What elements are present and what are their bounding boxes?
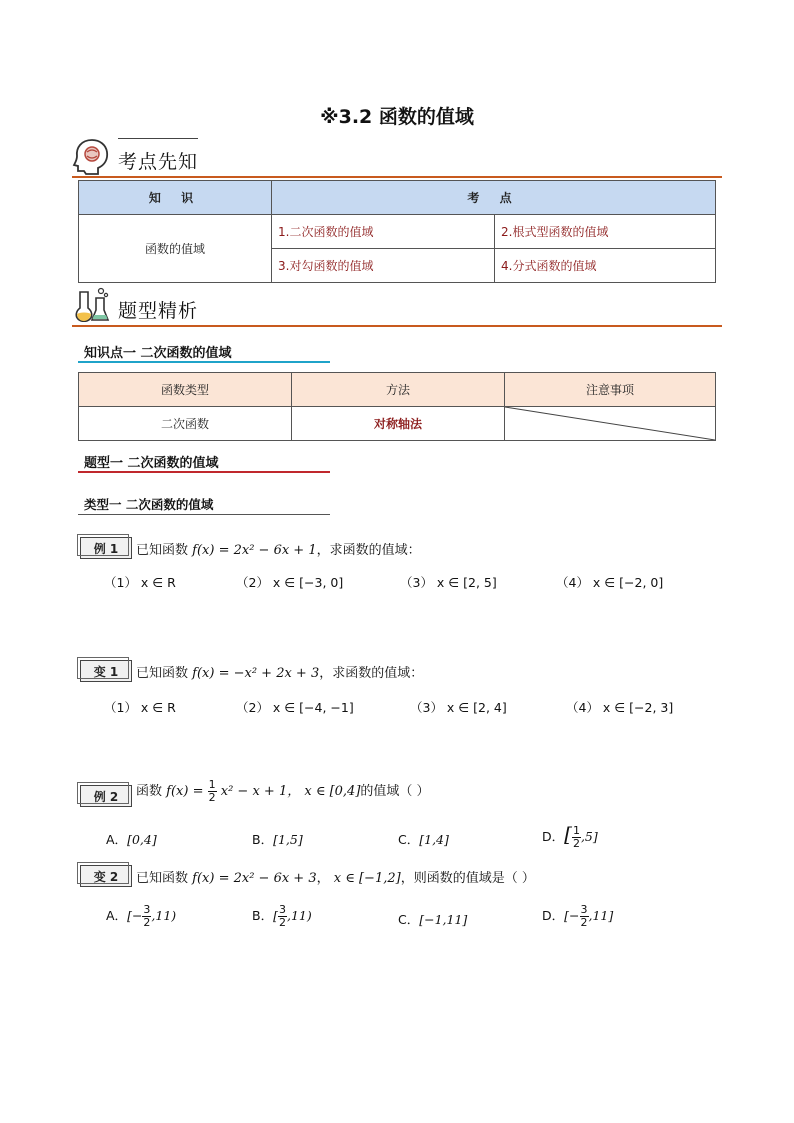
var2-option-a-label: A． [106,908,128,923]
ex1-stem-pre: 已知函数 [136,543,189,558]
kaodian-header-right: 考 点 [272,181,716,215]
var2-option-a-pre: [− [127,908,143,923]
section-tixing-title: 题型精析 [118,300,199,322]
ex2-option-d-lbracket: [ [564,822,572,846]
ex2-option-d-label: D． [542,829,565,844]
ex1-part-2: （2） x ∈ [−3, 0] [236,575,344,590]
ex2-option-a-label: A． [106,832,128,847]
kp-header-notes: 注意事项 [505,373,716,407]
section-rule-thin [118,138,198,139]
var2-option-b[interactable] [252,904,312,929]
kp-cell-method: 对称轴法 [292,407,505,441]
ex2-domain: x ∈ [0,4] [304,784,361,799]
kp-cell-type: 二次函数 [79,407,292,441]
example-2-stem [136,779,430,804]
section-kaodian-title: 考点先知 [118,151,199,173]
var2-option-d-den: 2 [580,916,588,929]
kaodian-point-3: 3.对勾函数的值域 [272,249,495,283]
subtype-heading: 类型一 二次函数的值域 [84,497,214,512]
type-heading-underline [78,471,330,473]
ex1-part-1: （1） x ∈ R [104,575,176,590]
ex2-formula-a: f(x) = [166,784,204,799]
var2-option-c-value: [−1,11] [419,912,468,927]
var1-part-4: （4） x ∈ [−2, 3] [566,700,674,715]
ex2-option-d[interactable] [542,822,598,850]
kaodian-knowledge: 函数的值域 [79,215,272,283]
kaodian-point-1: 1.二次函数的值域 [272,215,495,249]
section-tixing-header [70,287,722,327]
var1-part-2: （2） x ∈ [−4, −1] [236,700,354,715]
kp-cell-notes [505,407,716,441]
var2-option-b-pre: [ [273,908,278,923]
ex2-option-b-value: [1,5] [273,832,303,847]
ex2-formula-b: x² − x + 1， [220,784,301,799]
section-tixing-bar [72,325,722,327]
ex1-stem-post: ，求函数的值域： [316,543,421,558]
variant-2-stem [136,867,535,886]
var2-option-d-pre: [− [564,908,580,923]
ex2-option-d-den: 2 [572,837,580,850]
var2-option-a[interactable] [106,904,176,929]
var2-stem-post: ，则函数的值域是（ ） [400,871,535,886]
var1-part-1: （1） x ∈ R [104,700,176,715]
ex2-option-d-rest: ,5] [580,829,598,844]
var2-option-b-label: B． [252,908,274,923]
var2-option-d-label: D． [542,908,565,923]
page-title: ※3.2 函数的值域 [320,106,474,128]
var2-option-d[interactable] [542,904,613,929]
head-brain-icon [72,137,112,175]
var2-domain: x ∈ [−1,2] [333,871,401,886]
variant-2-tag: 变 2 [80,865,132,887]
var2-stem-pre: 已知函数 [136,871,189,886]
var2-option-b-den: 2 [278,916,286,929]
var2-option-b-post: ,11) [286,908,312,923]
ex1-part-4: （4） x ∈ [−2, 0] [556,575,664,590]
variant-1-stem [136,662,423,681]
kaodian-table [78,180,716,283]
var2-option-b-num: 3 [278,903,286,916]
var2-option-a-num: 3 [143,903,151,916]
ex2-fraction [208,779,217,804]
diagonal-slash [505,407,715,440]
ex1-part-3: （3） x ∈ [2, 5] [400,575,497,590]
subtype-underline [78,514,330,515]
kaodian-point-2: 2.根式型函数的值域 [495,215,716,249]
ex2-option-d-num: 1 [572,824,580,837]
example-2-tag: 例 2 [80,785,132,807]
variant-1-tag: 变 1 [80,660,132,682]
example-1-tag: 例 1 [80,537,132,559]
ex2-stem-pre: 函数 [136,784,163,799]
var1-stem-post: ，求函数的值域： [319,666,424,681]
var2-option-a-den: 2 [143,916,151,929]
knowledge-point-table [78,372,716,441]
ex2-option-c-value: [1,4] [419,832,449,847]
var2-option-c[interactable] [398,910,467,928]
flask-icon [72,286,112,324]
var1-formula: f(x) = −x² + 2x + 3 [192,666,320,681]
kp-header-method: 方法 [292,373,505,407]
var2-option-d-num: 3 [580,903,588,916]
knowledge-point-underline [78,361,330,363]
var2-option-b-fraction [278,904,287,929]
var2-option-d-fraction [580,904,589,929]
var2-formula: f(x) = 2x² − 6x + 3 [192,871,317,886]
ex2-option-c[interactable] [398,830,449,848]
kaodian-header-left: 知 识 [79,181,272,215]
ex2-stem-post: 的值域（ ） [360,784,430,799]
var1-stem-pre: 已知函数 [136,666,189,681]
ex2-option-b-label: B． [252,832,274,847]
knowledge-point-heading: 知识点一 二次函数的值域 [84,346,232,361]
kp-header-type: 函数类型 [79,373,292,407]
ex2-option-a-value: [0,4] [127,832,157,847]
var2-option-a-post: ,11) [151,908,177,923]
kaodian-point-4: 4.分式函数的值域 [495,249,716,283]
type-heading: 题型一 二次函数的值域 [84,456,219,471]
section-kaodian-header [70,138,722,178]
ex2-option-d-fraction [572,825,581,850]
var2-stem-mid: ， [316,871,330,886]
example-1-stem [136,539,421,558]
ex2-option-c-label: C． [398,832,420,847]
ex2-option-a[interactable] [106,830,157,848]
ex1-formula: f(x) = 2x² − 6x + 1 [192,543,317,558]
var2-option-c-label: C． [398,912,420,927]
ex2-option-b[interactable] [252,830,303,848]
section-kaodian-bar [72,176,722,178]
var1-part-3: （3） x ∈ [2, 4] [410,700,507,715]
ex2-frac-den: 2 [208,791,216,804]
ex2-frac-num: 1 [208,778,216,791]
var2-option-d-post: ,11] [588,908,614,923]
